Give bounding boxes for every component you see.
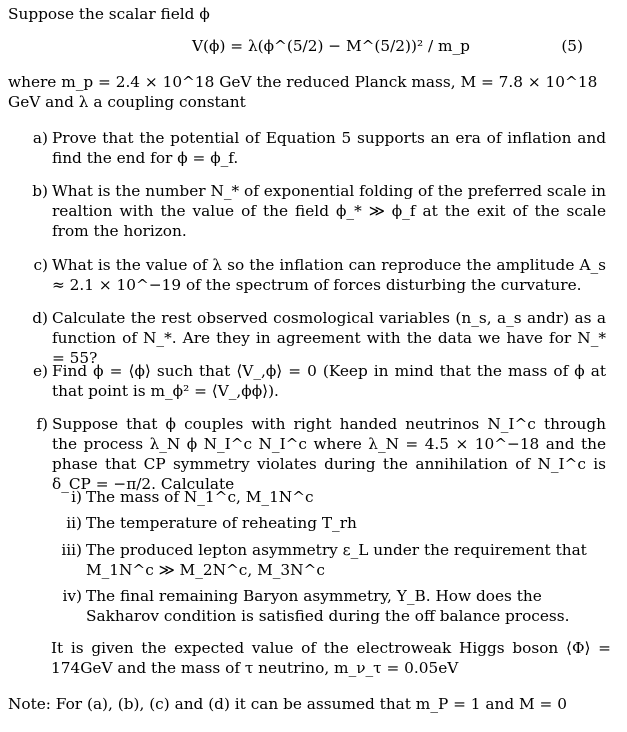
item-label: d) — [32, 309, 48, 327]
item-label: f) — [36, 415, 48, 433]
subitem-text: The mass of N_1^c, M_1N^c — [86, 488, 314, 506]
item-label: a) — [32, 129, 48, 147]
subitem-label: ii) — [66, 514, 82, 532]
potential-formula: V(ϕ) = λ(ϕ^(5/2) − M^(5/2))² / m_p — [192, 37, 470, 55]
item-text: Find ϕ = ⟨ϕ⟩ such that ⟨V_,ϕ⟩ = 0 (Keep in mind that the mass of ϕ at that point is m_ϕ² = ⟨V_,ϕϕ⟩). — [52, 362, 606, 400]
item-label: b) — [32, 182, 48, 200]
item-text: Calculate the rest observed cosmological variables (n_s, a_s andr) as a function of N_*. Are they in agreement with the data we have for N_* = 55? — [52, 309, 606, 367]
item-text: What is the number N_* of exponential folding of the preferred scale in realtion with the value of the field ϕ_* ≫ ϕ_f at the exit of the scale from the horizon. — [52, 182, 606, 240]
item-text: Suppose that ϕ couples with right handed neutrinos N_I^c through the process λ_N ϕ N_I^c N_I^c where λ_N = 4.5 × 10^−18 and the phase that CP symmetry violates during the annihilation of N_I^c is δ_CP = −π/2. Calculate — [52, 415, 606, 493]
subitem-label: i) — [71, 488, 82, 506]
subitem-label: iv) — [62, 587, 82, 605]
item-label: c) — [33, 256, 48, 274]
item-text: What is the value of λ so the inflation can reproduce the amplitude A_s ≈ 2.1 × 10^−19 of the spectrum of forces disturbing the curvature. — [52, 256, 606, 294]
subitem-text: The final remaining Baryon asymmetry, Y_B. How does the Sakharov condition is satisfied during the off balance process. — [86, 587, 570, 625]
item-text: Prove that the potential of Equation 5 supports an era of inflation and find the end for ϕ = ϕ_f. — [52, 129, 606, 167]
item-label: e) — [32, 362, 48, 380]
given-values-paragraph: It is given the expected value of the electroweak Higgs boson ⟨Φ⟩ = 174GeV and the mass of τ neutrino, m_ν_τ = 0.05eV — [51, 639, 611, 677]
subitem-text: The produced lepton asymmetry ε_L under the requirement that M_1N^c ≫ M_2N^c, M_3N^c — [86, 541, 587, 579]
subitem-text: The temperature of reheating T_rh — [86, 514, 357, 532]
where-paragraph: where m_p = 2.4 × 10^18 GeV the reduced Planck mass, M = 7.8 × 10^18 GeV and λ a coupling constant — [8, 73, 598, 111]
equation-number: (5) — [561, 37, 583, 55]
subitem-label: iii) — [61, 541, 82, 559]
intro-line: Suppose the scalar field ϕ — [8, 5, 210, 23]
note-line: Note: For (a), (b), (c) and (d) it can be assumed that m_P = 1 and M = 0 — [8, 695, 567, 713]
